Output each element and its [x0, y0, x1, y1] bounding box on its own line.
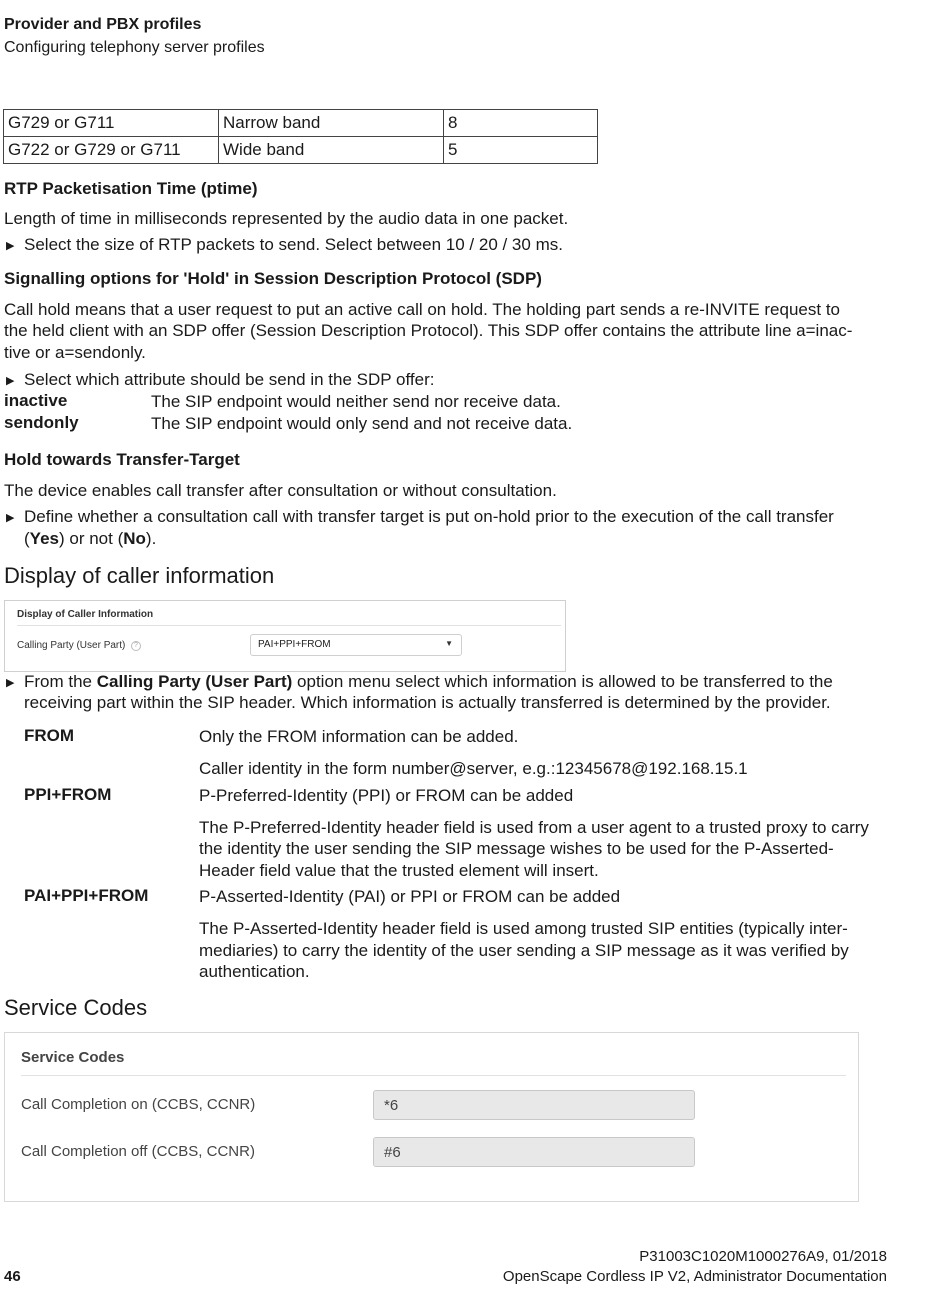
- panel-title: Display of Caller Information: [17, 609, 154, 620]
- call-completion-off-label: Call Completion off (CCBS, CCNR): [21, 1143, 255, 1160]
- caller-info-bullet-line-1: From the Calling Party (User Part) option menu select which information is allowed to be transferred to the: [24, 672, 833, 691]
- option-term: inactive: [4, 391, 68, 410]
- option-detail: authentication.: [199, 962, 310, 981]
- hold-sdp-line-1: Call hold means that a user request to put an active call on hold. The holding part sends a re-INVITE request to: [4, 300, 840, 319]
- transfer-bullet-line-1: Define whether a consultation call with transfer target is put on-hold prior to the execution of the call transfer: [24, 507, 834, 526]
- table-cell: G729 or G711: [4, 110, 219, 137]
- chevron-down-icon: ▼: [445, 639, 453, 648]
- option-term: FROM: [24, 726, 75, 745]
- option-term: PPI+FROM: [24, 785, 112, 804]
- table-cell: Narrow band: [219, 110, 444, 137]
- table-cell: 8: [444, 110, 598, 137]
- transfer-heading: Hold towards Transfer-Target: [4, 450, 240, 469]
- calling-party-select[interactable]: [250, 634, 462, 656]
- option-detail: the identity the user sending the SIP message wishes to be used for the P-Asserted-: [199, 839, 834, 858]
- panel-divider: [21, 1075, 846, 1076]
- hold-sdp-line-2: the held client with an SDP offer (Session Description Protocol). This SDP offer contains the attribute line a=inac-: [4, 321, 853, 340]
- panel-title: Service Codes: [21, 1049, 125, 1066]
- question-circle-icon[interactable]: ?: [131, 641, 141, 651]
- bullet-arrow-icon: ▶: [6, 375, 15, 387]
- option-definition: The SIP endpoint would neither send nor receive data.: [151, 392, 561, 411]
- call-completion-on-input[interactable]: [373, 1090, 695, 1120]
- option-definition: The SIP endpoint would only send and not receive data.: [151, 414, 573, 433]
- table-cell: G722 or G729 or G711: [4, 137, 219, 164]
- bullet-arrow-icon: ▶: [6, 512, 15, 524]
- bullet-arrow-icon: ▶: [6, 240, 15, 252]
- calling-party-label: Calling Party (User Part): [17, 640, 126, 651]
- option-detail: Caller identity in the form number@server, e.g.:12345678@192.168.15.1: [199, 759, 748, 778]
- option-detail: Header field value that the trusted element will insert.: [199, 861, 599, 880]
- table-row: [4, 137, 598, 164]
- hold-sdp-bullet: Select which attribute should be send in the SDP offer:: [24, 370, 435, 389]
- codec-table: [3, 109, 598, 164]
- caller-info-panel: [4, 600, 566, 672]
- option-term: PAI+PPI+FROM: [24, 886, 149, 905]
- rtp-text: Length of time in milliseconds represented by the audio data in one packet.: [4, 209, 569, 228]
- call-completion-off-value: #6: [384, 1144, 401, 1161]
- option-definition: Only the FROM information can be added.: [199, 727, 519, 746]
- option-definition: P-Asserted-Identity (PAI) or PPI or FROM can be added: [199, 887, 621, 906]
- call-completion-off-input[interactable]: [373, 1137, 695, 1167]
- option-detail: The P-Asserted-Identity header field is used among trusted SIP entities (typically inter-: [199, 919, 848, 938]
- hold-sdp-heading: Signalling options for 'Hold' in Session Description Protocol (SDP): [4, 269, 542, 288]
- table-row: [4, 110, 598, 137]
- page-number: 46: [4, 1268, 21, 1285]
- call-completion-on-label: Call Completion on (CCBS, CCNR): [21, 1096, 256, 1113]
- service-codes-panel: [4, 1032, 859, 1202]
- running-header-subtitle: Configuring telephony server profiles: [4, 39, 265, 56]
- call-completion-on-value: *6: [384, 1097, 399, 1114]
- rtp-heading: RTP Packetisation Time (ptime): [4, 179, 258, 198]
- bullet-arrow-icon: ▶: [6, 677, 15, 689]
- running-header-title: Provider and PBX profiles: [4, 16, 202, 33]
- table-cell: 5: [444, 137, 598, 164]
- option-detail: mediaries) to carry the identity of the user sending a SIP message as it was verified by: [199, 941, 849, 960]
- caller-info-heading: Display of caller information: [4, 563, 275, 588]
- hold-sdp-line-3: tive or a=sendonly.: [4, 343, 146, 362]
- option-detail: The P-Preferred-Identity header field is used from a user agent to a trusted proxy to carry: [199, 818, 869, 837]
- calling-party-value: PAI+PPI+FROM: [258, 639, 331, 650]
- transfer-text: The device enables call transfer after consultation or without consultation.: [4, 481, 557, 500]
- caller-info-bullet-line-2: receiving part within the SIP header. Which information is actually transferred is determined by the provider.: [24, 693, 831, 712]
- footer-doc-title: OpenScape Cordless IP V2, Administrator Documentation: [502, 1268, 887, 1285]
- option-term: sendonly: [4, 413, 79, 432]
- option-definition: P-Preferred-Identity (PPI) or FROM can be added: [199, 786, 574, 805]
- footer-doc-code: P31003C1020M1000276A9, 01/2018: [639, 1248, 887, 1265]
- table-cell: Wide band: [219, 137, 444, 164]
- rtp-bullet: Select the size of RTP packets to send. Select between 10 / 20 / 30 ms.: [24, 235, 563, 254]
- panel-divider: [17, 625, 561, 626]
- transfer-bullet-line-2: (Yes) or not (No).: [24, 529, 157, 548]
- service-codes-heading: Service Codes: [4, 995, 148, 1020]
